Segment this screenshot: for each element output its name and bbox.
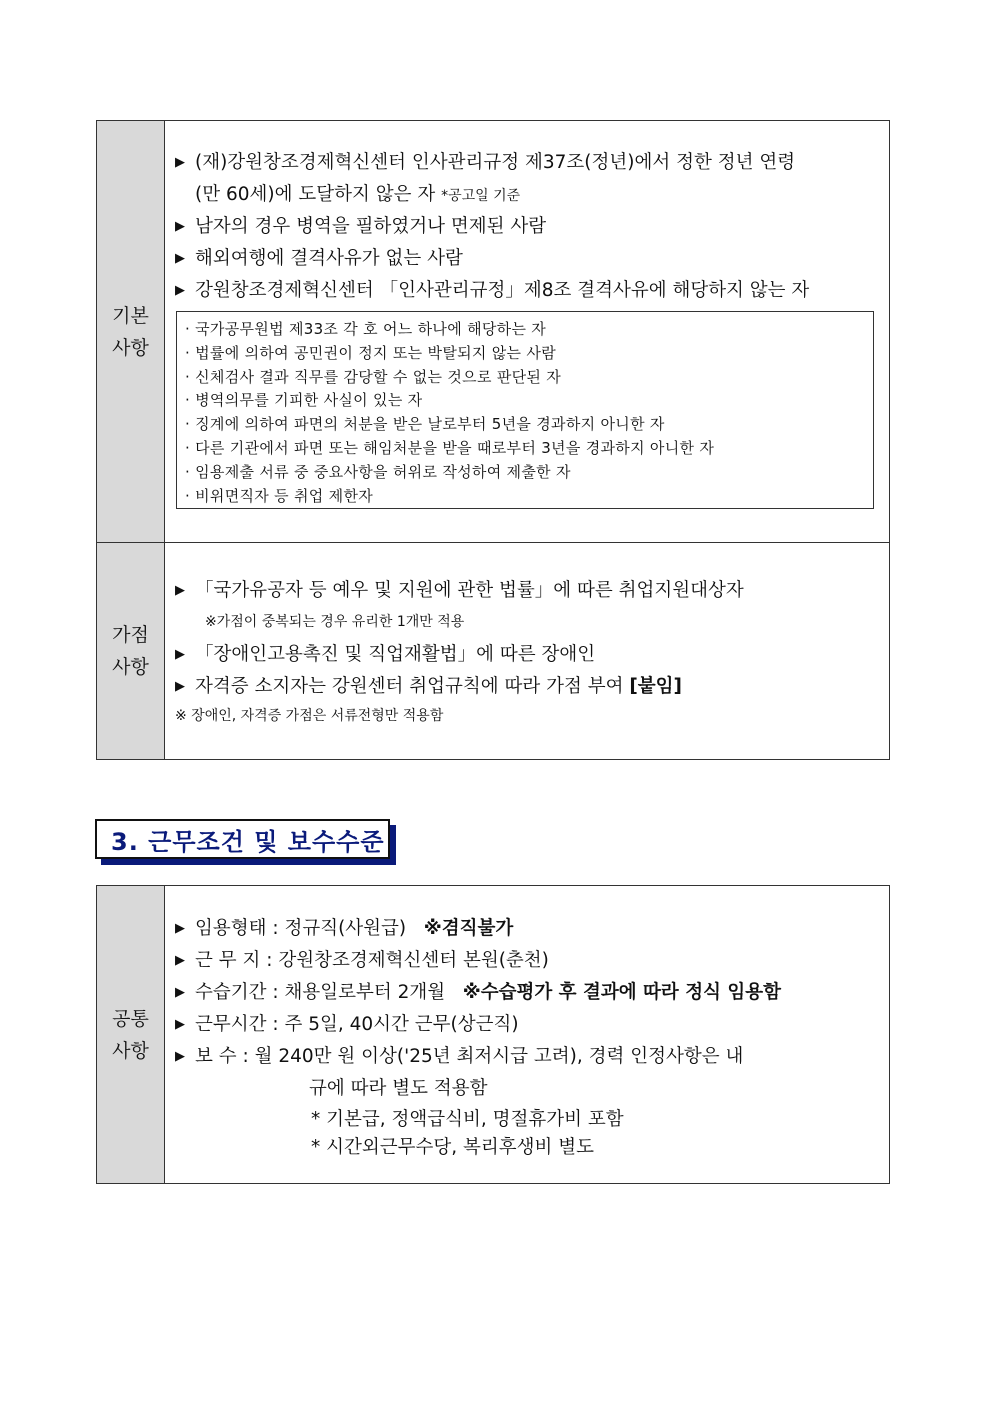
- triangle-right-icon: ▶: [175, 985, 185, 1000]
- basic-requirements-row: [96, 120, 890, 542]
- triangle-right-icon: ▶: [175, 251, 185, 266]
- triangle-right-icon: ▶: [175, 219, 185, 234]
- salary-sub-note-2: * 시간외근무수당, 복리후생비 별도: [311, 1137, 594, 1158]
- basic-item-2: ▶ 남자의 경우 병역을 필하였거나 면제된 사람: [175, 216, 547, 237]
- salary-sub-note-1: * 기본급, 정액급식비, 명절휴가비 포함: [311, 1109, 624, 1130]
- basic-item-4: ▶ 강원창조경제혁신센터 「인사관리규정」제8조 결격사유에 해당하지 않는 자: [175, 280, 810, 301]
- disqual-item: · 신체검사 결과 직무를 감당할 수 없는 것으로 판단된 자: [185, 368, 562, 386]
- condition-salary-cont: 규에 따라 별도 적용함: [309, 1078, 488, 1099]
- condition-workplace: ▶ 근 무 지 : 강원창조경제혁신센터 본원(춘천): [175, 950, 549, 971]
- common-conditions-label: 공통 사항: [97, 886, 165, 1183]
- triangle-right-icon: ▶: [175, 1049, 185, 1064]
- bonus-points-label: 가점 사항: [97, 543, 165, 759]
- common-conditions-content: [165, 886, 889, 1183]
- triangle-right-icon: ▶: [175, 953, 185, 968]
- triangle-right-icon: ▶: [175, 921, 185, 936]
- section-3-heading: 3. 근무조건 및 보수수준: [95, 819, 390, 859]
- condition-working-hours: ▶ 근무시간 : 주 5일, 40시간 근무(상근직): [175, 1014, 519, 1035]
- disqual-item: · 병역의무를 기피한 사실이 있는 자: [185, 391, 423, 409]
- bonus-note-2: ※ 장애인, 자격증 가점은 서류전형만 적용함: [175, 708, 444, 724]
- triangle-right-icon: ▶: [175, 283, 185, 298]
- bonus-note-1: ※가점이 중복되는 경우 유리한 1개만 적용: [205, 614, 465, 630]
- disqual-item: · 국가공무원법 제33조 각 호 어느 하나에 해당하는 자: [185, 320, 547, 338]
- disqual-item: · 다른 기관에서 파면 또는 해임처분을 받을 때로부터 3년을 경과하지 아니한 자: [185, 439, 715, 457]
- triangle-right-icon: ▶: [175, 679, 185, 694]
- condition-salary: ▶ 보 수 : 월 240만 원 이상('25년 최저시급 고려), 경력 인정사항은 내: [175, 1046, 744, 1067]
- bonus-item-3: ▶ 자격증 소지자는 강원센터 취업규칙에 따라 가점 부여 [붙임]: [175, 676, 682, 697]
- disqualification-box: [176, 311, 874, 509]
- basic-item-1: ▶ (재)강원창조경제혁신센터 인사관리규정 제37조(정년)에서 정한 정년 연령: [175, 152, 796, 173]
- disqual-item: · 징계에 의하여 파면의 처분을 받은 날로부터 5년을 경과하지 아니한 자: [185, 415, 665, 433]
- bonus-points-content: [165, 543, 889, 759]
- basic-requirements-label: 기본 사항: [97, 121, 165, 542]
- bonus-item-2: ▶ 「장애인고용촉진 및 직업재활법」에 따른 장애인: [175, 644, 596, 665]
- disqual-item: · 비위면직자 등 취업 제한자: [185, 487, 374, 505]
- triangle-right-icon: ▶: [175, 583, 185, 598]
- basic-requirements-content: [165, 121, 889, 542]
- bonus-points-row: [96, 542, 890, 760]
- triangle-right-icon: ▶: [175, 647, 185, 662]
- condition-probation: ▶ 수습기간 : 채용일로부터 2개월 ※수습평가 후 결과에 따라 정식 임용함: [175, 982, 782, 1003]
- disqual-item: · 법률에 의하여 공민권이 정지 또는 박탈되지 않는 사람: [185, 344, 556, 362]
- disqual-item: · 임용제출 서류 중 중요사항을 허위로 작성하여 제출한 자: [185, 463, 571, 481]
- basic-item-1-cont: (만 60세)에 도달하지 않은 자 *공고일 기준: [195, 184, 521, 205]
- triangle-right-icon: ▶: [175, 1017, 185, 1032]
- triangle-right-icon: ▶: [175, 155, 185, 170]
- condition-employment-type: ▶ 임용형태 : 정규직(사원급) ※겸직불가: [175, 918, 514, 939]
- basic-item-3: ▶ 해외여행에 결격사유가 없는 사람: [175, 248, 463, 269]
- common-conditions-row: [96, 885, 890, 1184]
- bonus-item-1: ▶ 「국가유공자 등 예우 및 지원에 관한 법률」에 따른 취업지원대상자: [175, 580, 744, 601]
